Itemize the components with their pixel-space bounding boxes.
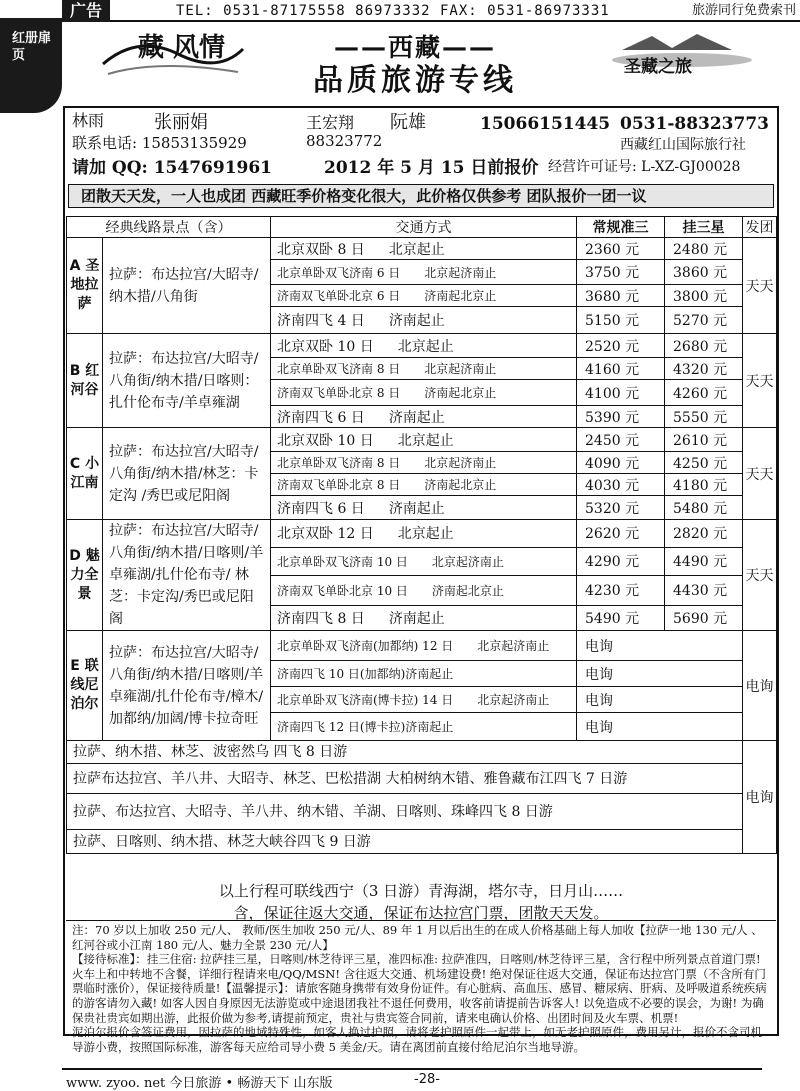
price-three-star: 4430 元 [665, 575, 743, 605]
price-standard: 3680 元 [577, 285, 665, 307]
transport-cell [271, 496, 577, 520]
transport-cell [271, 547, 577, 575]
transport-cell [271, 238, 577, 260]
departure-frequency: 电询 [743, 631, 777, 741]
price-three-star: 2820 元 [665, 520, 743, 548]
price-standard: 2620 元 [577, 520, 665, 548]
table-row [67, 794, 777, 830]
transport-mode: 北京单卧双飞济南 10 日 [277, 554, 408, 569]
price-three-star: 5480 元 [665, 496, 743, 520]
price-three-star: 5690 元 [665, 605, 743, 630]
route-label: A 圣地拉萨 [67, 238, 103, 334]
connect-note: 以上行程可联线西宁（3 日游）青海湖，塔尔寺，日月山…… [218, 882, 624, 900]
price-inquiry: 电询 [577, 661, 743, 687]
transport-mode: 北京双卧 10 日 [277, 338, 374, 355]
page-title-top: ——西藏—— [333, 33, 496, 62]
transport-cell [271, 661, 577, 687]
transport-cell [271, 307, 577, 334]
table-row [67, 334, 777, 358]
contact-name: 王宏翔 [306, 113, 355, 132]
departure-city: 济南起止 [388, 610, 445, 627]
route-label: C 小江南 [67, 428, 103, 520]
price-three-star: 2610 元 [665, 428, 743, 452]
transport-mode: 北京单卧双飞济南(加都纳) 12 日 [277, 639, 454, 653]
departure-city: 济南起北京止 [424, 386, 497, 400]
transport-mode: 济南双飞单卧北京 8 日 [277, 478, 401, 492]
price-standard: 3750 元 [577, 260, 665, 285]
price-three-star: 4180 元 [665, 474, 743, 496]
contact-name: 阮雄 [390, 112, 426, 133]
price-three-star: 4260 元 [665, 380, 743, 406]
transport-cell [271, 406, 577, 428]
price-standard: 5150 元 [577, 307, 665, 334]
route-label: E 联线尼泊尔 [67, 631, 103, 741]
transport-cell [271, 605, 577, 630]
departure-city: 北京起济南止 [424, 265, 497, 280]
route-label: D 魅力全景 [67, 520, 103, 631]
price-standard: 4160 元 [577, 358, 665, 380]
route-description: 拉萨：布达拉宫/大昭寺/八角街/纳木措/林芝：卡定沟 /秀巴或尼阳阁 [103, 428, 271, 520]
price-three-star: 2480 元 [665, 238, 743, 260]
transport-mode: 济南双飞单卧北京 6 日 [277, 289, 401, 303]
phone-label: 联系电话: 15853135929 [72, 134, 247, 152]
transport-cell [271, 428, 577, 452]
transport-mode: 北京单卧双飞济南(博卡拉) 14 日 [277, 693, 454, 707]
departure-city: 北京起止 [388, 241, 445, 258]
note-paragraph: 【接待标准】：挂三住宿: 拉萨挂三星，日喀则/林芝待评三星，准四标准: 拉萨准四，日喀则/林芝待评三星，含行程中所列景点首道门票! 火车上和中转地不含餐，详细行程请来电/QQ/MSN! 含往返大交通、机场建设费! 绝对保证往返大交通，保证布达拉宫门票（不含所有门票临时涨价），保证接待质量!【温馨提示】：请旅客随身携带有效身份证件。有心脏病、高血压、感冒、糖尿病、肝病、及呼吸道系统疾病的游客请勿入藏! 如客人因自身原因无法游览或中途退团我社不退任何费用，收客前请提前告诉客人! 以免造成不必要的误会，为谢! 为确保贵社贵宾如期出游，此报价做为参考,请提前预定，贵社与贵宾签合同前，请来电确认价格、出团时间及火车票、机票! [72, 952, 767, 1025]
transport-cell [271, 380, 577, 406]
phone-number: 88323772 [306, 132, 383, 150]
transport-mode: 济南四飞 12 日(博卡拉)济南起止 [277, 720, 454, 734]
header-index-text: 旅游同行免费索刊 [691, 3, 796, 18]
tibet-logo-left [98, 24, 248, 86]
transport-cell [271, 334, 577, 358]
price-table [66, 216, 777, 854]
price-three-star: 3860 元 [665, 260, 743, 285]
departure-city: 北京起止 [397, 526, 454, 543]
transport-mode: 济南双飞单卧北京 10 日 [277, 583, 408, 598]
side-section-tab [0, 18, 62, 113]
footer-url: www. zyoo. net 今日旅游 • 畅游天下 山东版 [66, 1076, 333, 1091]
logo-left-text: 藏 风情 [138, 33, 226, 63]
logo-right-text: 圣藏之旅 [624, 57, 692, 77]
transport-cell [271, 452, 577, 474]
agency-name: 西藏红山国际旅行社 [620, 137, 746, 153]
table-row [67, 428, 777, 452]
table-row [67, 520, 777, 548]
departure-city: 济南起止 [388, 500, 445, 517]
phone-number: 15066151445 [480, 114, 611, 134]
transport-cell [271, 631, 577, 661]
departure-city: 北京起济南止 [424, 362, 497, 376]
notice-banner: 团散天天发，一人也成团 西藏旺季价格变化很大，此价格仅供参考 团队报价一团一议 [68, 184, 774, 208]
col-header-departure: 发团 [743, 217, 777, 238]
transport-cell [271, 474, 577, 496]
transport-cell [271, 285, 577, 307]
table-row [67, 764, 777, 794]
col-header-transport: 交通方式 [271, 217, 577, 238]
departure-frequency: 天天 [743, 238, 777, 334]
price-three-star: 5270 元 [665, 307, 743, 334]
top-contact-bar [110, 0, 800, 22]
price-inquiry: 电询 [577, 687, 743, 713]
transport-cell [271, 575, 577, 605]
departure-city: 北京起止 [397, 432, 454, 449]
route-description: 拉萨：布达拉宫/大昭寺/八角街/纳木措/日喀则/羊卓雍湖/扎什伦布寺/樟木/加都纳/加阔/博卡拉奇旺 [103, 631, 271, 741]
header-contact-line: TEL: 0531-87175558 86973332 FAX: 0531-86973331 [176, 3, 610, 19]
qq-label: 请加 QQ: 1547691961 [72, 158, 273, 178]
transport-mode: 济南四飞 4 日 [277, 313, 365, 329]
contact-block [68, 108, 776, 176]
departure-city: 济南起止 [388, 313, 445, 329]
price-standard: 5320 元 [577, 496, 665, 520]
transport-cell [271, 260, 577, 285]
price-three-star: 4490 元 [665, 547, 743, 575]
transport-mode: 北京双卧 8 日 [277, 241, 365, 258]
extra-route: 拉萨、纳木措、林芝、波密然乌 四飞 8 日游 [67, 741, 743, 764]
price-standard: 4230 元 [577, 575, 665, 605]
transport-mode: 济南四飞 10 日(加都纳)济南起止 [277, 667, 454, 681]
transport-cell [271, 713, 577, 741]
note-paragraph: 注：70 岁以上加收 250 元/人、 教师/医生加收 250 元/人、89 年 1 月以后出生的在成人价格基础上每人加收【拉萨一地 130 元/人 、红河谷或小江南 180 元/人、魅力全景 230 元/人】 [72, 923, 763, 952]
departure-city: 北京起济南止 [477, 639, 550, 653]
transport-mode: 北京单卧双飞济南 8 日 [277, 362, 401, 376]
price-standard: 4030 元 [577, 474, 665, 496]
price-inquiry: 电询 [577, 713, 743, 741]
footer [62, 1072, 762, 1091]
route-description: 拉萨：布达拉宫/大昭寺/八角街/纳木措/日喀则：扎什伦布寺/羊卓雍湖 [103, 334, 271, 428]
price-three-star: 4250 元 [665, 452, 743, 474]
table-row [67, 830, 777, 854]
license-number: 经营许可证号: L-XZ-GJ00028 [548, 159, 741, 175]
departure-city: 北京起济南止 [477, 693, 550, 707]
transport-mode: 北京单卧双飞济南 6 日 [277, 265, 401, 280]
price-standard: 4100 元 [577, 380, 665, 406]
transport-mode: 济南四飞 8 日 [277, 610, 365, 627]
extra-route: 拉萨、布达拉宫、大昭寺、羊八井、纳木错、羊湖、日喀则、珠峰四飞 8 日游 [67, 794, 743, 830]
departure-city: 北京起济南止 [431, 554, 504, 569]
price-three-star: 2680 元 [665, 334, 743, 358]
departure-city: 济南起止 [388, 409, 445, 426]
departure-city: 济南起北京止 [424, 289, 497, 303]
transport-mode: 济南四飞 6 日 [277, 409, 365, 426]
transport-cell [271, 687, 577, 713]
route-description: 拉萨：布达拉宫/大昭寺/纳木措/八角街 [103, 238, 271, 334]
transport-cell [271, 358, 577, 380]
extra-route: 拉萨布达拉宫、羊八井、大昭寺、林芝、巴松措湖 大柏树纳木错、雅鲁藏布江四飞 7 日游 [67, 764, 743, 794]
col-header-standard: 常规准三 [577, 217, 665, 238]
departure-frequency: 天天 [743, 334, 777, 428]
route-label: B 红河谷 [67, 334, 103, 428]
extra-route: 拉萨、日喀则、纳木措、林芝大峡谷四飞 9 日游 [67, 830, 743, 854]
include-note: 含，保证往返大交通，保证布达拉宫门票，团散天天发。 [233, 904, 609, 922]
price-three-star: 3800 元 [665, 285, 743, 307]
departure-frequency: 电询 [743, 741, 777, 854]
footer-divider [62, 1068, 762, 1070]
departure-city: 济南起北京止 [431, 583, 504, 598]
transport-cell [271, 520, 577, 548]
contact-name: 林雨 [72, 111, 105, 130]
departure-frequency: 天天 [743, 428, 777, 520]
departure-city: 济南起北京止 [424, 478, 497, 492]
col-header-route: 经典线路景点（含） [67, 217, 271, 238]
price-standard: 5390 元 [577, 406, 665, 428]
route-description: 拉萨：布达拉宫/大昭寺/八角街/纳木措/日喀则/羊卓雍湖/扎什伦布寺/ 林芝：卡定沟/秀巴或尼阳阁 [103, 520, 271, 631]
transport-mode: 济南双飞单卧北京 8 日 [277, 386, 401, 400]
price-three-star: 5550 元 [665, 406, 743, 428]
quote-date: 2012 年 5 月 15 日前报价 [324, 158, 539, 178]
side-tab-label: 红册扉页 [12, 31, 52, 63]
price-standard: 2450 元 [577, 428, 665, 452]
price-three-star: 4320 元 [665, 358, 743, 380]
price-standard: 5490 元 [577, 605, 665, 630]
page-title: 品质旅游专线 [313, 63, 517, 98]
transport-mode: 北京双卧 12 日 [277, 526, 374, 543]
note-paragraph: 泥泊尔报价含签证费用，因拉萨的地域特殊性，如客人换过护照，请将老护照原件一起带上，如无老护照原件，费用另计，报价不含司机导游小费，按照国际标准，游客每天应给司导小费 5 美金/天。请在离团前直接付给尼泊尔当地导游。 [72, 1025, 762, 1054]
phone-number: 0531-88323773 [620, 114, 769, 134]
price-standard: 4290 元 [577, 547, 665, 575]
departure-frequency: 天天 [743, 520, 777, 631]
tibet-logo-right [602, 30, 762, 78]
departure-city: 北京起济南止 [424, 456, 497, 470]
transport-mode: 北京双卧 10 日 [277, 432, 374, 449]
terms-notes [66, 920, 776, 1054]
departure-city: 北京起止 [397, 338, 454, 355]
table-row [67, 631, 777, 661]
price-inquiry: 电询 [577, 631, 743, 661]
col-header-three-star: 挂三星 [665, 217, 743, 238]
table-row [67, 741, 777, 764]
page-number: -28- [414, 1072, 440, 1087]
table-row [67, 238, 777, 260]
ad-tag: 广告 [62, 0, 110, 22]
price-standard: 2520 元 [577, 334, 665, 358]
price-standard: 2360 元 [577, 238, 665, 260]
contact-name: 张丽娟 [154, 112, 208, 133]
transport-mode: 济南四飞 6 日 [277, 500, 365, 517]
price-standard: 4090 元 [577, 452, 665, 474]
transport-mode: 北京单卧双飞济南 8 日 [277, 456, 401, 470]
